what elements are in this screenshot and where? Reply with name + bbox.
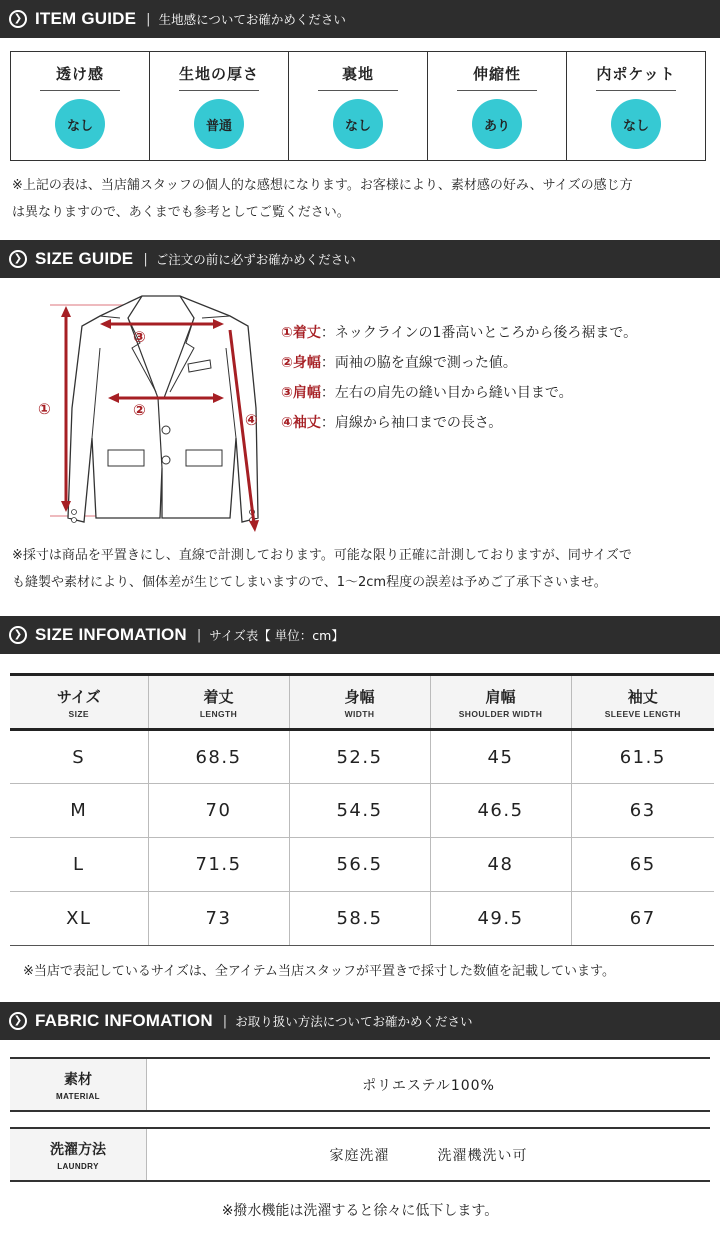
fabric-info-header — [0, 1002, 720, 1040]
table-row — [10, 838, 714, 892]
measurement-item: ①着丈：ネックラインの1番高いところから後ろ裾まで。 — [281, 325, 638, 341]
divider — [457, 90, 537, 91]
guide-value-badge: なし — [55, 99, 105, 149]
marker-width: ② — [133, 401, 146, 419]
guide-cell-thickness — [150, 52, 289, 160]
material-value: ポリエステル100% — [362, 1077, 495, 1094]
cell-shoulder: 46.5 — [430, 784, 571, 838]
table-row — [10, 784, 714, 838]
material-row — [10, 1057, 710, 1112]
size-guide-note — [12, 542, 632, 596]
cell-size: S — [10, 730, 148, 784]
item-guide-subtitle: 生地感についてお確かめください — [158, 12, 346, 27]
divider — [179, 90, 259, 91]
guide-cell-transparency — [11, 52, 150, 160]
cell-sleeve: 61.5 — [571, 730, 714, 784]
size-info-subtitle: サイズ表【 単位：cm】 — [209, 628, 344, 643]
divider — [318, 90, 398, 91]
item-guide-grid — [10, 51, 706, 161]
cell-shoulder: 49.5 — [430, 892, 571, 946]
table-row — [10, 892, 714, 946]
col-shoulder: 肩幅 SHOULDER WIDTH — [430, 675, 571, 730]
guide-label: 伸縮性 — [472, 65, 521, 83]
table-row — [10, 730, 714, 784]
guide-value-badge: 普通 — [194, 99, 244, 149]
guide-label: 透け感 — [55, 65, 104, 83]
guide-label: 裏地 — [341, 65, 374, 83]
size-guide-subtitle: ご注文の前に必ずお確かめください — [155, 252, 356, 267]
guide-value-badge: あり — [472, 99, 522, 149]
divider — [596, 90, 676, 91]
guide-cell-lining — [289, 52, 428, 160]
guide-value-badge: なし — [333, 99, 383, 149]
marker-shoulder: ③ — [133, 328, 146, 346]
col-length: 着丈 LENGTH — [148, 675, 289, 730]
note-line: ※採寸は商品を平置きにし、直線で計測しております。可能な限り正確に計測しておりますが、同サイズで — [12, 548, 632, 563]
header-separator: | — [222, 1013, 228, 1029]
cell-width: 56.5 — [289, 838, 430, 892]
item-guide-title: ITEM GUIDE — [35, 9, 137, 28]
marker-length: ① — [38, 400, 51, 418]
cell-length: 68.5 — [148, 730, 289, 784]
col-sleeve: 袖丈 SLEEVE LENGTH — [571, 675, 714, 730]
cell-sleeve: 67 — [571, 892, 714, 946]
chevron-right-icon: ❯ — [9, 1012, 27, 1030]
guide-label: 生地の厚さ — [178, 65, 259, 83]
header-separator: | — [146, 11, 151, 27]
cell-length: 70 — [148, 784, 289, 838]
table-header-row — [10, 675, 714, 730]
marker-sleeve: ④ — [245, 411, 258, 429]
note-line: は異なりますので、あくまでも参考としてご覧ください。 — [12, 205, 350, 220]
laundry-value: 家庭洗濯 洗濯機洗い可 — [329, 1147, 528, 1164]
fabric-info-subtitle: お取り扱い方法についてお確かめください — [235, 1014, 473, 1029]
note-line: も縫製や素材により、個体差が生じてしまいますので、1〜2cm程度の誤差は予めご了承下さいませ。 — [12, 575, 607, 590]
cell-size: XL — [10, 892, 148, 946]
header-separator: | — [196, 627, 202, 643]
item-guide-header — [0, 0, 720, 38]
col-size: サイズ SIZE — [10, 675, 148, 730]
size-guide-title: SIZE GUIDE — [35, 249, 134, 268]
size-guide-header — [0, 240, 720, 278]
cell-shoulder: 45 — [430, 730, 571, 784]
laundry-label-cell: 洗濯方法 LAUNDRY — [10, 1129, 147, 1180]
note-line: ※上記の表は、当店舗スタッフの個人的な感想になります。お客様により、素材感の好み、サイズの感じ方 — [12, 178, 633, 193]
cell-shoulder: 48 — [430, 838, 571, 892]
header-separator: | — [143, 251, 148, 267]
size-info-title: SIZE INFOMATION — [35, 625, 187, 644]
cell-sleeve: 65 — [571, 838, 714, 892]
material-label-cell: 素材 MATERIAL — [10, 1059, 147, 1110]
laundry-row — [10, 1127, 710, 1182]
item-guide-note — [12, 172, 633, 226]
fabric-info-title: FABRIC INFOMATION — [35, 1011, 213, 1030]
measurement-item: ③肩幅：左右の肩先の縫い目から縫い目まで。 — [281, 385, 573, 401]
col-width: 身幅 WIDTH — [289, 675, 430, 730]
cell-size: L — [10, 838, 148, 892]
guide-label: 内ポケット — [596, 65, 676, 83]
chevron-right-icon: ❯ — [9, 250, 27, 268]
guide-cell-stretch — [428, 52, 567, 160]
cell-length: 71.5 — [148, 838, 289, 892]
chevron-right-icon: ❯ — [9, 626, 27, 644]
cell-width: 58.5 — [289, 892, 430, 946]
measurement-item: ④袖丈：肩線から袖口までの長さ。 — [281, 415, 503, 431]
size-table — [10, 673, 714, 946]
jacket-diagram — [30, 288, 270, 540]
guide-value-badge: なし — [611, 99, 661, 149]
fabric-note: ※撥水機能は洗濯すると徐々に低下します。 — [221, 1203, 499, 1219]
chevron-right-icon: ❯ — [9, 10, 27, 28]
cell-width: 54.5 — [289, 784, 430, 838]
size-info-header — [0, 616, 720, 654]
measurement-list — [281, 318, 637, 438]
cell-size: M — [10, 784, 148, 838]
guide-cell-inner-pocket — [567, 52, 705, 160]
cell-length: 73 — [148, 892, 289, 946]
divider — [40, 90, 120, 91]
cell-width: 52.5 — [289, 730, 430, 784]
measurement-item: ②身幅：両袖の脇を直線で測った値。 — [281, 355, 517, 371]
size-info-note: ※当店で表記しているサイズは、全アイテム当店スタッフが平置きで採寸した数値を記載しています。 — [23, 964, 615, 979]
cell-sleeve: 63 — [571, 784, 714, 838]
